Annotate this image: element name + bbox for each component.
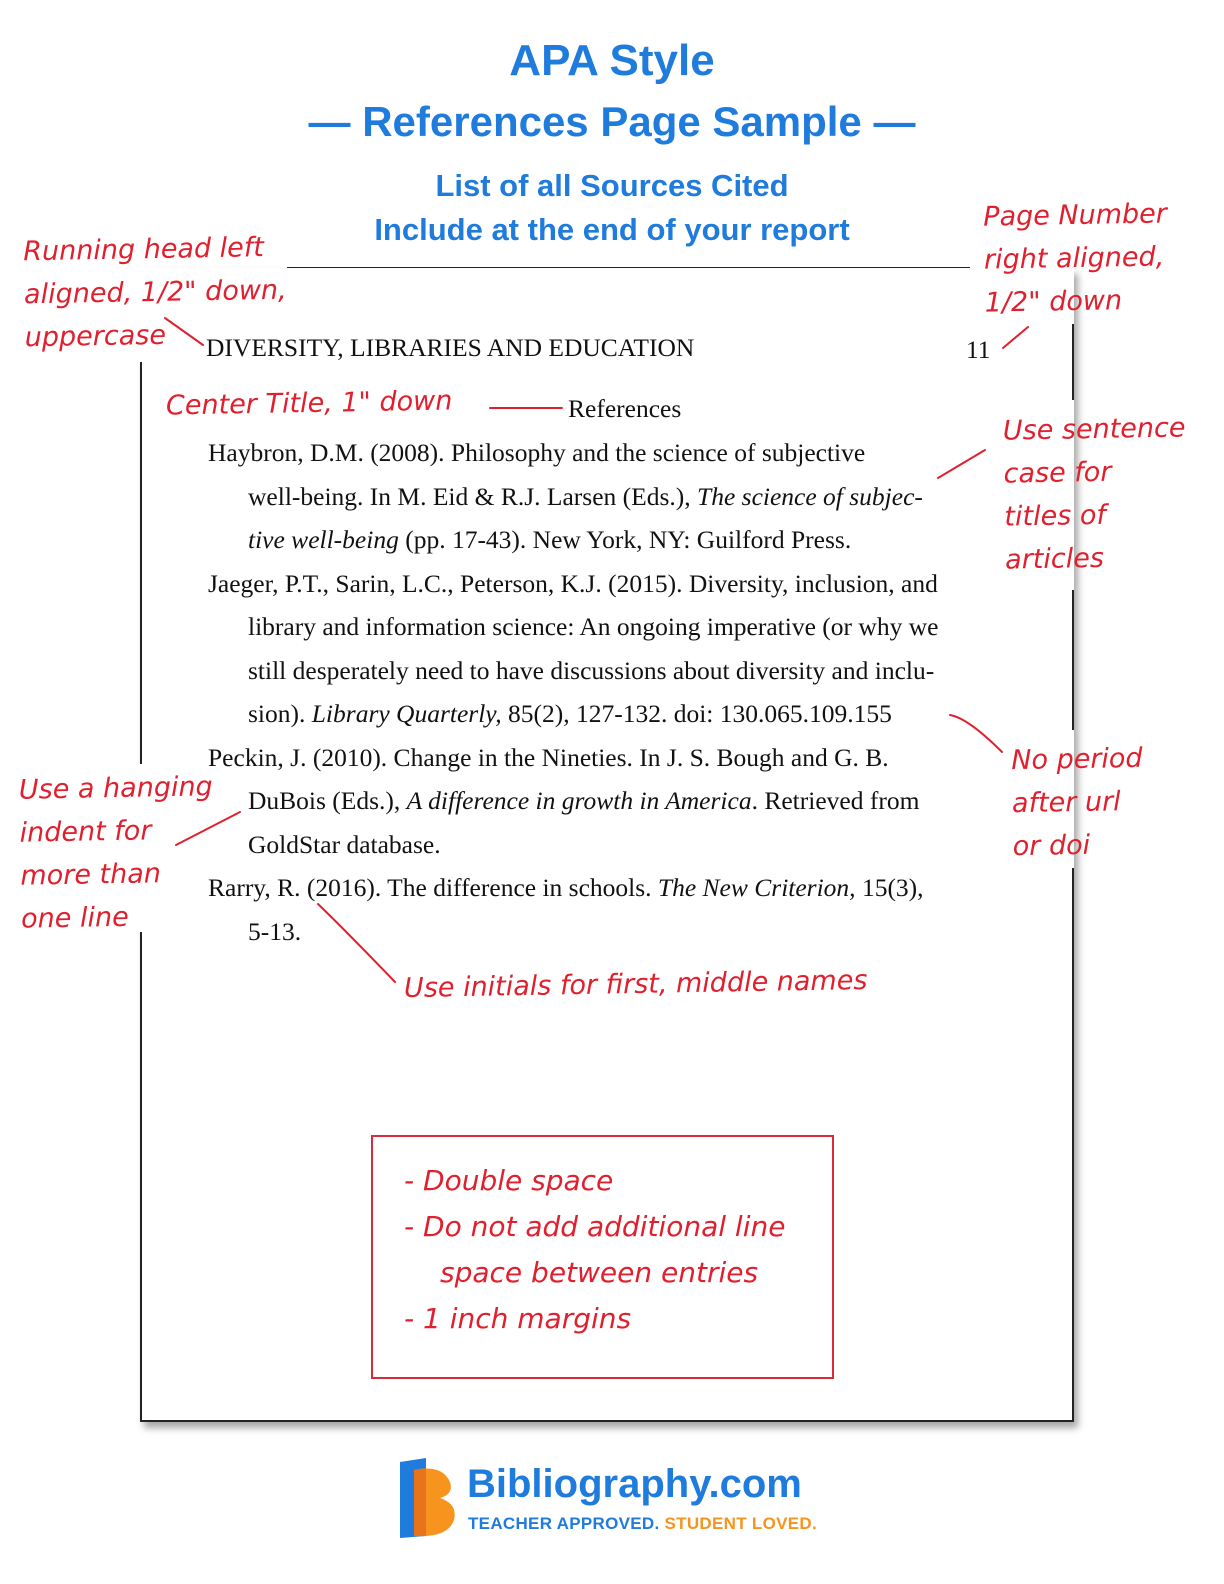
reference-line: GoldStar database.	[248, 829, 441, 859]
pointer-no-period	[950, 715, 1002, 752]
note-item: space between entries	[440, 1256, 759, 1289]
reference-line: 5-13.	[248, 916, 302, 946]
reference-line: tive well-being (pp. 17-43). New York, NY: Guilford Press.	[248, 525, 852, 554]
main-title: APA Style	[509, 36, 715, 85]
reference-line: well-being. In M. Eid & R.J. Larsen (Eds.), The science of subjec-	[248, 481, 923, 511]
subheading-1: List of all Sources Cited	[435, 168, 789, 203]
subheading-2: Include at the end of your report	[374, 212, 850, 247]
bibliography-logo-icon	[396, 1456, 462, 1540]
annotation-center-title: Center Title, 1" down	[165, 385, 453, 422]
annotation-initials: Use initials for first, middle names	[403, 964, 868, 1005]
pointer-running-head	[165, 318, 203, 345]
note-item: - 1 inch margins	[404, 1302, 632, 1335]
logo-wordmark: Bibliography.com	[467, 1462, 802, 1506]
annotation-no-period: No period after url or doi	[1010, 742, 1143, 863]
references-title: References	[568, 394, 682, 423]
note-item: - Do not add additional line	[404, 1210, 786, 1243]
note-item: - Double space	[404, 1164, 614, 1197]
pointer-page-number	[1003, 327, 1028, 348]
annotation-hanging-indent: Use a hanging indent for more than one line	[18, 771, 213, 935]
reference-line: Haybron, D.M. (2008). Philosophy and the science of subjective	[208, 438, 866, 467]
reference-line: library and information science: An ongoing imperative (or why we	[248, 612, 939, 641]
reference-line: Peckin, J. (2010). Change in the Nineties. In J. S. Bough and G. B.	[208, 742, 889, 772]
annotation-page-number: Page Number right aligned, 1/2" down	[982, 198, 1168, 319]
running-head: DIVERSITY, LIBRARIES AND EDUCATION	[206, 333, 695, 362]
annotation-running-head: Running head left aligned, 1/2" down, uppercase	[22, 232, 287, 354]
reference-line: Rarry, R. (2016). The difference in schools. The New Criterion, 15(3),	[208, 873, 924, 902]
pointer-hanging-indent	[176, 812, 240, 845]
page-number: 11	[966, 335, 991, 364]
reference-line: Jaeger, P.T., Sarin, L.C., Peterson, K.J. (2015). Diversity, inclusion, and	[208, 568, 938, 598]
pointer-initials	[318, 904, 395, 982]
pointer-sentence-case	[938, 450, 985, 478]
annotation-sentence-case: Use sentence case for titles of articles	[1002, 412, 1186, 576]
reference-line: sion). Library Quarterly, 85(2), 127-132. doi: 130.065.109.155	[248, 699, 892, 728]
reference-line: still desperately need to have discussions about diversity and inclu-	[248, 655, 935, 685]
logo-tagline: TEACHER APPROVED. STUDENT LOVED.	[468, 1514, 818, 1533]
reference-line: DuBois (Eds.), A difference in growth in America. Retrieved from	[248, 786, 920, 815]
subtitle: — References Page Sample —	[308, 98, 916, 145]
